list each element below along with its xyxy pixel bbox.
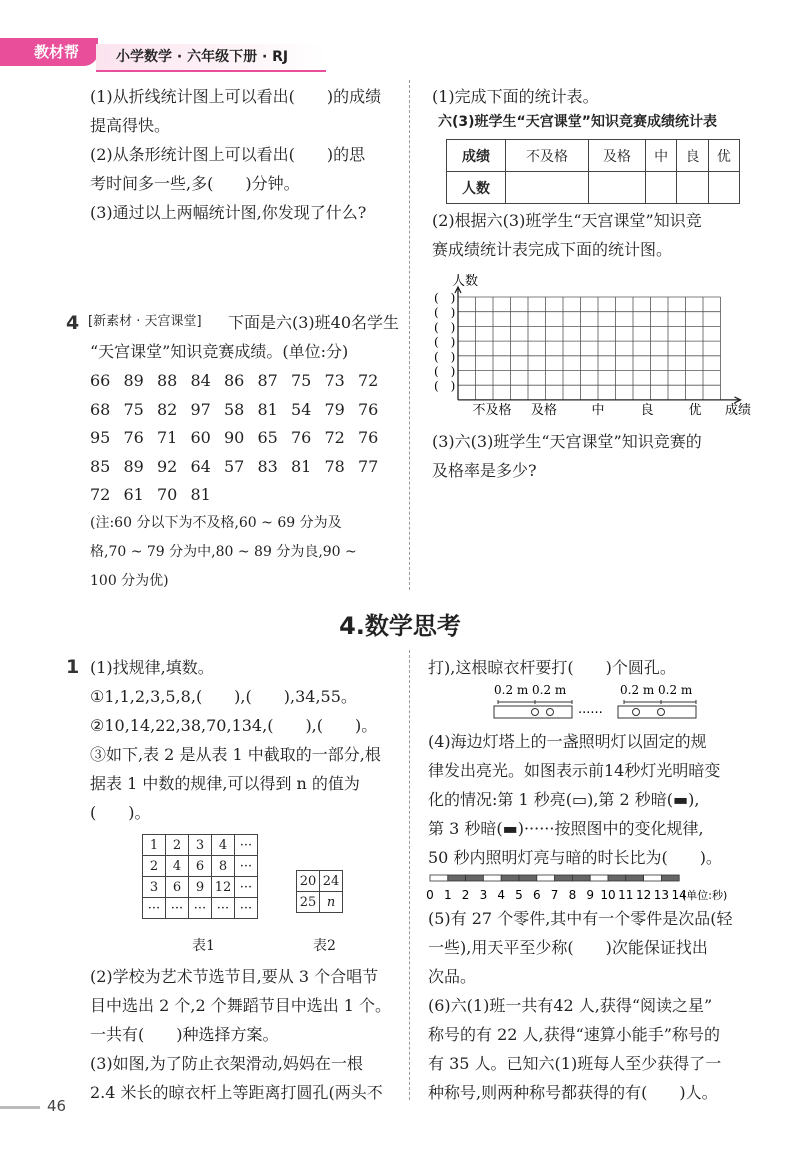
left-top-line-4: 考时间多一些,多( )分钟。 <box>90 174 300 193</box>
timeline-bright-segment <box>537 875 555 881</box>
q4-score: 95 <box>90 428 111 447</box>
timeline-bright-segment <box>430 875 448 881</box>
table-cell: n <box>320 892 343 913</box>
table-cell: 4 <box>166 856 189 877</box>
q4-score: 72 <box>324 428 345 447</box>
empty-bar-chart <box>420 265 765 425</box>
header-badge: 教材帮 <box>0 38 98 66</box>
y-axis-blank[interactable]: ( ) <box>434 364 456 379</box>
table-cell: 4 <box>212 835 235 856</box>
table-cell: ··· <box>143 898 166 919</box>
stat-table <box>446 139 740 204</box>
y-axis-blank[interactable]: ( ) <box>434 349 456 364</box>
table-cell: 24 <box>320 871 343 892</box>
stat-table-header-4: 良 <box>677 140 708 172</box>
table-cell: ··· <box>235 835 258 856</box>
q1-left2-line-5: 2.4 米长的晾衣杆上等距离打圆孔(两头不 <box>90 1083 383 1102</box>
table-cell: 8 <box>212 856 235 877</box>
section-title: 4.数学思考 <box>339 612 461 640</box>
timeline-tick-label: 3 <box>479 888 488 902</box>
q4-score: 90 <box>224 428 245 447</box>
timeline-dark-segment <box>519 875 537 881</box>
light-timeline <box>420 872 765 908</box>
timeline-tick-label: 14 <box>671 888 687 902</box>
pole-diagram <box>490 682 700 722</box>
chart-category-label: 中 <box>591 403 605 418</box>
timeline-tick-label: 10 <box>600 888 616 902</box>
stat-table-header-3: 中 <box>646 140 677 172</box>
timeline-tick-label: 1 <box>443 888 452 902</box>
timeline-dark-segment <box>572 875 590 881</box>
pole-label: 0.2 m <box>658 683 693 697</box>
table-cell: 12 <box>212 877 235 898</box>
timeline-tick-label: 5 <box>515 888 523 902</box>
q1-right2-line-7: 种称号,则两种称号都获得的有( )人。 <box>428 1083 718 1102</box>
q1-left-line-5: 据表 1 中数的规律,可以得到 n 的值为 <box>90 774 360 793</box>
q4-score: 97 <box>190 399 211 419</box>
left-top-line-3: (2)从条形统计图上可以看出( )的思 <box>90 145 366 164</box>
q1-right2-line-3: 次品。 <box>428 967 477 986</box>
q4-note-1: (注:60 分以下为不及格,60 ~ 69 分为及 <box>90 515 342 531</box>
q4-score: 87 <box>257 371 278 390</box>
pole-label: 0.2 m <box>532 683 567 697</box>
pole-hole <box>547 709 554 716</box>
page-number-bar <box>0 1106 40 1109</box>
q4-score: 81 <box>190 485 211 504</box>
q4-score: 81 <box>291 456 312 476</box>
q4-score: 72 <box>90 485 111 504</box>
number-table-1 <box>142 834 258 919</box>
q4-score: 61 <box>123 485 144 504</box>
timeline-tick-label: 9 <box>586 888 595 902</box>
q4-score: 71 <box>157 428 178 447</box>
q4-score: 86 <box>224 371 245 390</box>
q4-score: 66 <box>90 371 111 390</box>
q4-score: 83 <box>257 456 278 476</box>
table-cell: 1 <box>143 835 166 856</box>
timeline-dark-segment <box>608 875 626 881</box>
chart-category-label: 不及格 <box>472 403 512 418</box>
table-cell: 6 <box>189 856 212 877</box>
q1-left-line-4: ③如下,表 2 是从表 1 中截取的一部分,根 <box>90 745 381 764</box>
pole-segment-left <box>494 706 572 718</box>
table-cell: ··· <box>235 856 258 877</box>
right-p2-line-2: 赛成绩统计表完成下面的统计图。 <box>432 240 673 259</box>
table-cell: 6 <box>166 877 189 898</box>
y-axis-blank[interactable]: ( ) <box>434 305 456 320</box>
q1-left-line-3: ②10,14,22,38,70,134,( ),( )。 <box>90 716 378 735</box>
chart-grid <box>455 287 741 403</box>
q4-score: 85 <box>90 456 111 476</box>
table-cell: ··· <box>166 898 189 919</box>
q4-score: 82 <box>157 399 178 419</box>
right-p3-line-1: (3)六(3)班学生“天宫课堂”知识竞赛的 <box>432 432 702 451</box>
right-p3-line-2: 及格率是多少? <box>432 461 537 480</box>
q1-right-line-2: (4)海边灯塔上的一盏照明灯以固定的规 <box>428 732 707 751</box>
left-top-line-2: 提高得快。 <box>90 116 171 135</box>
q1-right2-line-5: 称号的有 22 人,获得“速算小能手”称号的 <box>428 1025 720 1044</box>
q4-score: 75 <box>123 399 144 419</box>
timeline-bright-segment <box>483 875 501 881</box>
timeline-dark-segment <box>626 875 644 881</box>
timeline-tick-label: 4 <box>497 888 506 902</box>
q1-right2-line-4: (6)六(1)班一共有42 人,获得“阅读之星” <box>428 996 713 1015</box>
q1-right-line-3: 律发出亮光。如图表示前14秒灯光明暗变 <box>428 761 721 780</box>
timeline-bright-segment <box>590 875 608 881</box>
table-cell: 3 <box>189 835 212 856</box>
table2-caption: 表2 <box>313 938 336 954</box>
chart-y-label: 人数 <box>452 274 479 289</box>
pole-hole <box>532 709 539 716</box>
q4-score: 92 <box>157 456 178 476</box>
q4-score: 76 <box>123 428 144 447</box>
timeline-tick-label: 13 <box>653 888 670 902</box>
column-divider-bottom <box>409 650 410 1100</box>
q1-left-line-1: (1)找规律,填数。 <box>90 658 214 677</box>
table-cell: ··· <box>212 898 235 919</box>
chart-category-label: 良 <box>640 403 654 418</box>
y-axis-blank[interactable]: ( ) <box>434 320 456 335</box>
stat-cell-blank[interactable] <box>506 172 589 204</box>
y-axis-blank[interactable]: ( ) <box>434 291 456 305</box>
y-axis-blank[interactable]: ( ) <box>434 335 456 350</box>
stat-cell-blank[interactable] <box>646 172 677 204</box>
table-cell: 20 <box>297 871 320 892</box>
q4-score: 76 <box>291 428 312 447</box>
stat-table-header-2: 及格 <box>588 140 645 172</box>
q4-score: 72 <box>358 371 379 390</box>
timeline-dark-segment <box>448 875 466 881</box>
q1-left2-line-4: (3)如图,为了防止衣架滑动,妈妈在一根 <box>90 1054 363 1073</box>
table-cell: ··· <box>235 898 258 919</box>
q4-score: 76 <box>358 428 379 447</box>
timeline-dark-segment <box>555 875 573 881</box>
header-title: 小学数学 · 六年级下册 · RJ <box>96 44 326 70</box>
page-number: 46 <box>47 1097 67 1115</box>
right-p1: (1)完成下面的统计表。 <box>432 87 599 106</box>
pole-label: 0.2 m <box>620 683 655 697</box>
q1-right-line-6: 50 秒内照明灯亮与暗的时长比为( )。 <box>428 848 722 867</box>
q4-score: 77 <box>358 456 379 476</box>
q4-score: 76 <box>358 399 379 419</box>
header-underline <box>96 70 326 72</box>
q1-left-line-6: ( )。 <box>90 803 151 822</box>
stat-table-row-label: 人数 <box>447 172 506 204</box>
column-divider-top <box>409 80 410 590</box>
question-1-number: 1 <box>66 656 80 678</box>
q1-right-line-5: 第 3 秒暗(▬)······按照图中的变化规律, <box>428 819 704 838</box>
pole-label: 0.2 m <box>494 683 529 697</box>
y-axis-blank[interactable]: ( ) <box>434 379 456 394</box>
table1-caption: 表1 <box>192 938 215 954</box>
chart-category-label: 优 <box>688 403 702 418</box>
table-cell: ··· <box>189 898 212 919</box>
pole-hole <box>633 709 640 716</box>
q4-score: 57 <box>224 456 245 476</box>
table-cell: 2 <box>143 856 166 877</box>
q4-score: 64 <box>190 456 211 476</box>
pole-ellipsis: ······ <box>578 706 603 721</box>
stat-cell-blank[interactable] <box>677 172 708 204</box>
q4-score: 60 <box>190 428 211 447</box>
timeline-bright-segment <box>644 875 662 881</box>
q4-score: 84 <box>190 371 211 390</box>
table-cell: ··· <box>235 877 258 898</box>
number-table-2 <box>296 870 343 913</box>
table-cell: 2 <box>166 835 189 856</box>
q4-score: 88 <box>157 371 178 390</box>
q4-note-2: 格,70 ~ 79 分为中,80 ~ 89 分为良,90 ~ <box>90 544 357 560</box>
q4-score: 58 <box>224 399 245 419</box>
chart-x-label: 成绩 <box>725 403 752 418</box>
q4-tag: [新素材 · 天宫课堂] <box>88 314 202 329</box>
q4-score: 65 <box>257 428 278 447</box>
stat-table-header-0: 成绩 <box>447 140 506 172</box>
timeline-unit: (单位:秒) <box>682 889 728 902</box>
timeline-tick-label: 0 <box>426 888 434 902</box>
stat-table-title: 六(3)班学生“天宫课堂”知识竞赛成绩统计表 <box>438 114 717 130</box>
q1-right-line-1: 打),这根晾衣杆要打( )个圆孔。 <box>428 658 676 677</box>
timeline-tick-label: 7 <box>550 888 559 902</box>
q4-line-1: 下面是六(3)班40名学生 <box>228 313 400 332</box>
timeline-tick-label: 12 <box>635 888 652 902</box>
table-cell: 3 <box>143 877 166 898</box>
q1-left2-line-2: 目中选出 2 个,2 个舞蹈节目中选出 1 个。 <box>90 996 392 1015</box>
q1-right2-line-2: 一些),用天平至少称( )次能保证找出 <box>428 938 708 957</box>
q4-score: 89 <box>123 456 144 476</box>
left-top-line-5: (3)通过以上两幅统计图,你发现了什么? <box>90 203 367 222</box>
q1-right-line-4: 化的情况:第 1 秒亮(▭),第 2 秒暗(▬), <box>428 790 700 809</box>
timeline-dark-segment <box>661 875 679 881</box>
timeline-tick-label: 2 <box>461 888 470 902</box>
q1-right2-line-1: (5)有 27 个零件,其中有一个零件是次品(轻 <box>428 909 733 928</box>
timeline-tick-label: 6 <box>532 888 541 902</box>
q4-score: 78 <box>324 456 345 476</box>
timeline-dark-segment <box>466 875 484 881</box>
q4-score: 54 <box>291 399 312 419</box>
stat-cell-blank[interactable] <box>708 172 739 204</box>
q4-score: 70 <box>157 485 178 504</box>
q1-left2-line-1: (2)学校为艺术节选节目,要从 3 个合唱节 <box>90 967 379 986</box>
q4-score: 75 <box>291 371 312 390</box>
q1-left-line-2: ①1,1,2,3,5,8,( ),( ),34,55。 <box>90 687 357 706</box>
timeline-tick-label: 11 <box>618 888 634 902</box>
left-top-line-1: (1)从折线统计图上可以看出( )的成绩 <box>90 87 382 106</box>
question-4-number: 4 <box>66 312 80 334</box>
q1-right2-line-6: 有 35 人。已知六(1)班每人至少获得了一 <box>428 1054 722 1073</box>
stat-table-header-1: 不及格 <box>506 140 589 172</box>
timeline-dark-segment <box>501 875 519 881</box>
table-cell: 25 <box>297 892 320 913</box>
right-p2-line-1: (2)根据六(3)班学生“天宫课堂”知识竞 <box>432 211 702 230</box>
stat-table-header-5: 优 <box>708 140 739 172</box>
q4-score: 89 <box>123 371 144 390</box>
q4-line-2: “天宫课堂”知识竞赛成绩。(单位:分) <box>90 342 349 361</box>
q4-note-3: 100 分为优) <box>90 573 169 589</box>
timeline-tick-label: 8 <box>568 888 577 902</box>
q4-score: 68 <box>90 399 111 419</box>
pole-hole <box>658 709 665 716</box>
table-cell: 9 <box>189 877 212 898</box>
chart-category-label: 及格 <box>530 403 558 418</box>
stat-cell-blank[interactable] <box>588 172 645 204</box>
q1-left2-line-3: 一共有( )种选择方案。 <box>90 1025 279 1044</box>
q4-score: 81 <box>257 399 278 419</box>
q4-score: 79 <box>324 399 345 419</box>
q4-score: 73 <box>324 371 345 390</box>
